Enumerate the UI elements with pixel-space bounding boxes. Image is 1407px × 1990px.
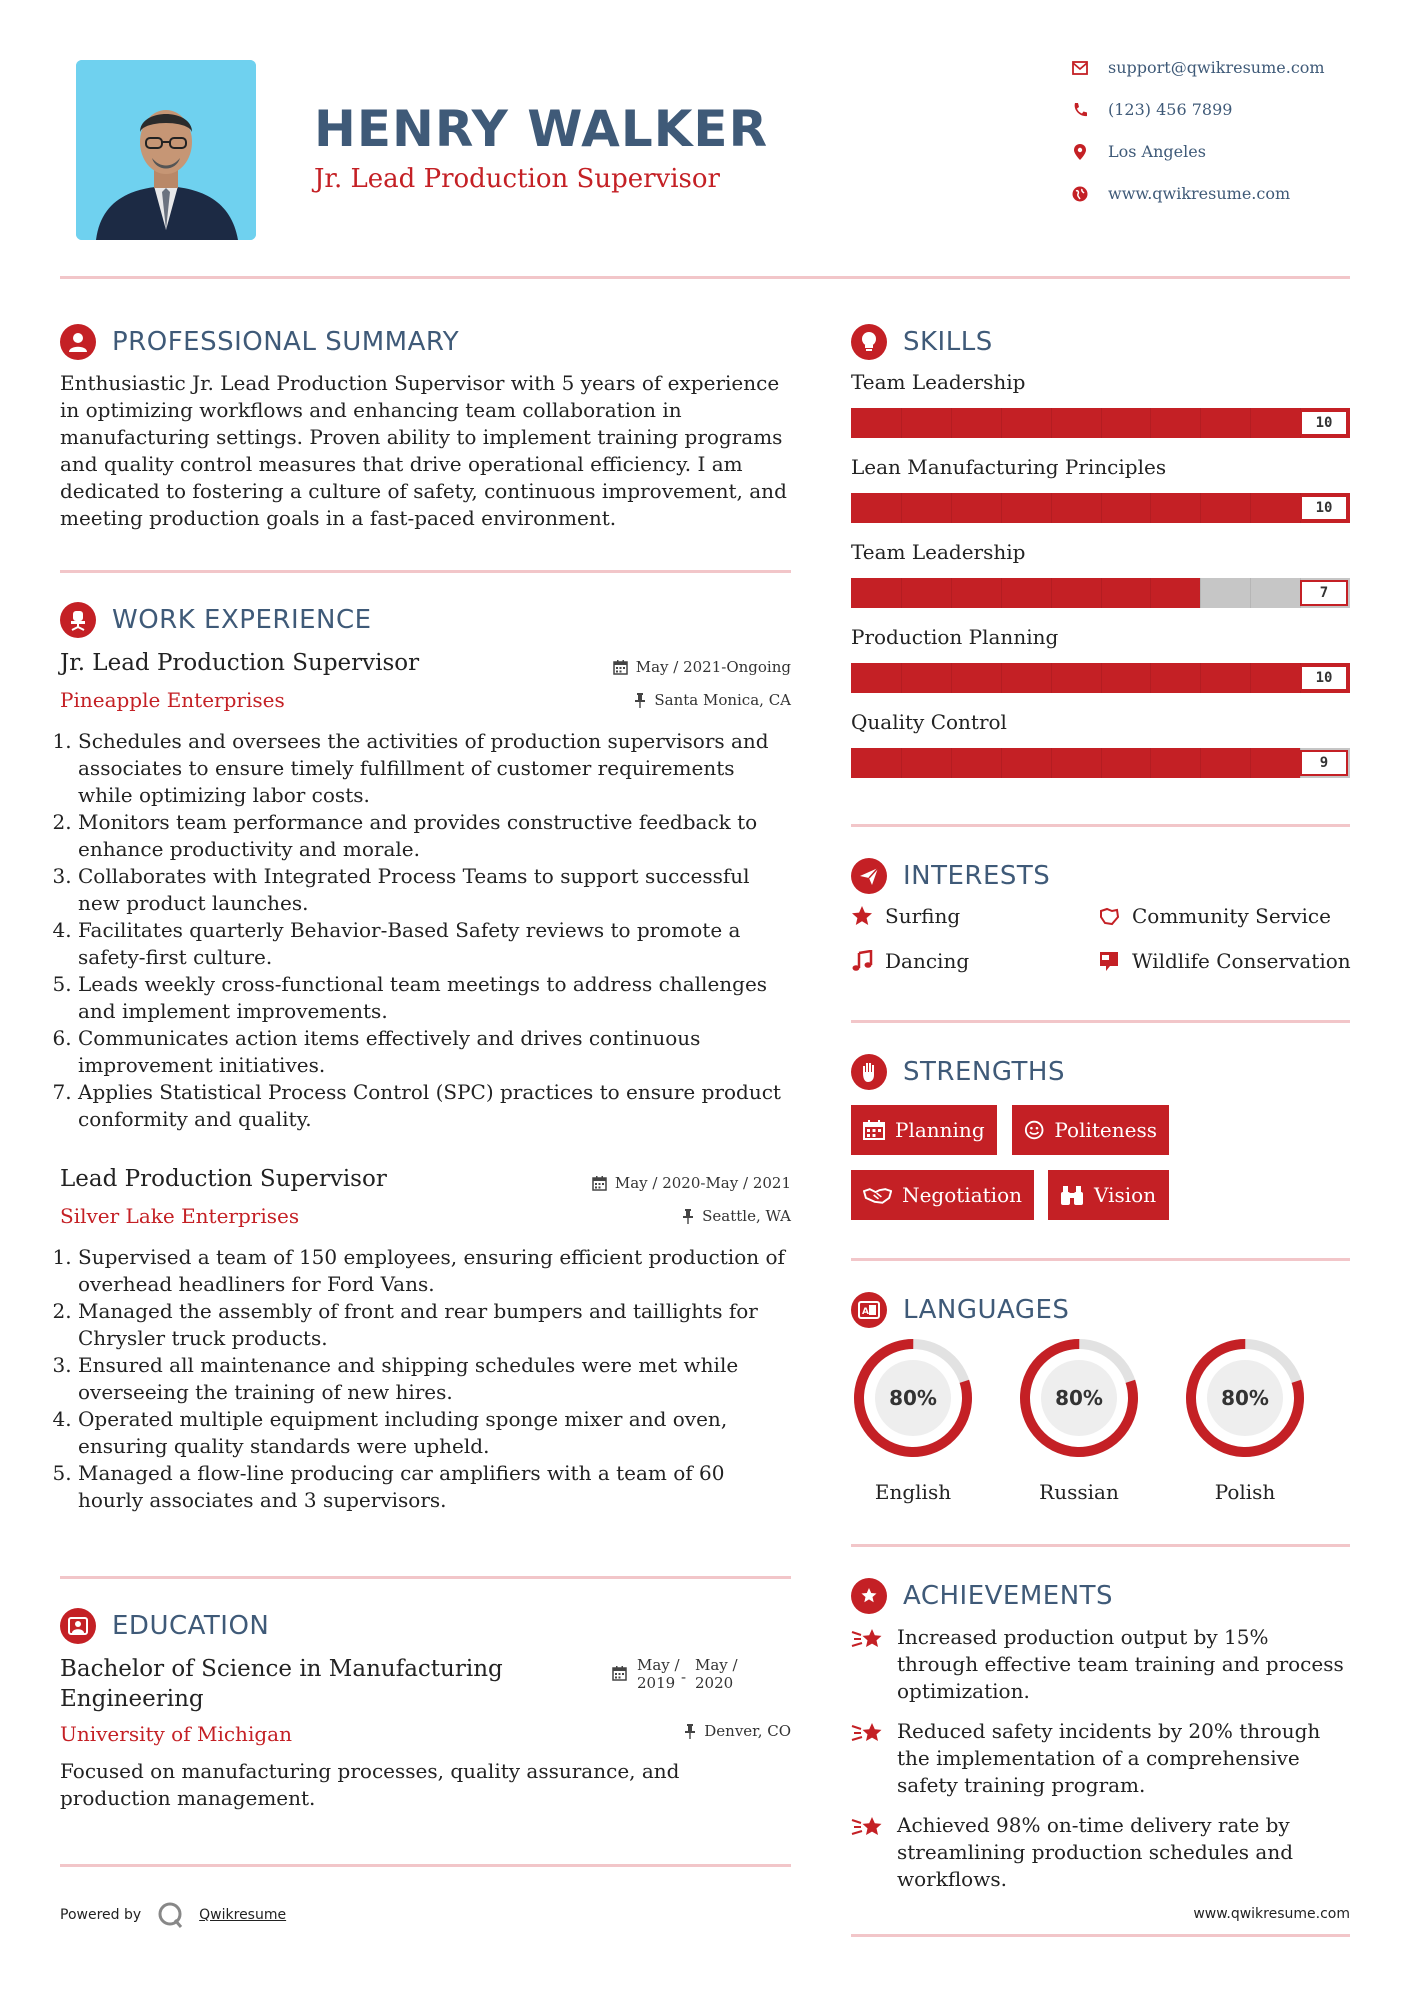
candidate-name: HENRY WALKER [314, 100, 769, 158]
achievement-text: Achieved 98% on-time delivery rate by streamlining production schedules and workflows. [897, 1813, 1294, 1891]
language-item [1183, 1336, 1307, 1504]
header-divider [60, 276, 1350, 279]
language-ring [851, 1336, 975, 1460]
achievement-text: Reduced safety incidents by 20% through the implementation of a comprehensive safety training program. [897, 1719, 1321, 1797]
achievements-divider [851, 1934, 1350, 1937]
interest-label: Community Service [1132, 904, 1331, 928]
job-bullet: 4. Operated multiple equipment including sponge mixer and oven, ensuring quality standards were upheld. [78, 1406, 790, 1460]
envelope-icon [1072, 60, 1088, 76]
skill-bar [851, 748, 1350, 778]
education-date-separator: - [681, 1668, 687, 1686]
interest-item [1098, 949, 1351, 973]
job-bullet: 1. Schedules and oversees the activities of production supervisors and associates to ensure timely fulfillment of customer requirements while optimizing labor costs. [78, 728, 790, 809]
skill-bar-segment [1101, 493, 1102, 523]
interests-section-header [851, 858, 1050, 894]
experience-heading: WORK EXPERIENCE [112, 605, 372, 635]
job-bullet: 3. Ensured all maintenance and shipping schedules were met while overseeing the training of new hires. [78, 1352, 790, 1406]
achievement-item [851, 1624, 1351, 1705]
summary-text: Enthusiastic Jr. Lead Production Supervisor with 5 years of experience in optimizing workflows and enhancing team collaboration in manufacturing settings. Proven ability to implement training programs and quality control measures that drive operational efficiency. I am dedicated to fostering a culture of safety, continuous improvement, and meeting production goals in a fast-paced environment. [60, 371, 787, 530]
calendar-icon [613, 660, 628, 675]
lightbulb-icon [851, 324, 887, 360]
language-name: Polish [1214, 1480, 1276, 1504]
job-dates [540, 1174, 791, 1192]
job-bullet: 2. Monitors team performance and provides constructive feedback to enhance productivity and morale. [78, 809, 790, 863]
pushpin-icon [684, 1724, 696, 1739]
job-company: Silver Lake Enterprises [60, 1204, 300, 1228]
skill-bar-segment [1001, 663, 1002, 693]
contact-website-text[interactable]: www.qwikresume.com [1108, 184, 1291, 203]
job-bullet: 4. Facilitates quarterly Behavior-Based Safety reviews to promote a safety-first culture. [78, 917, 790, 971]
powered-by [60, 1900, 286, 1930]
pushpin-icon [634, 693, 646, 708]
education-location-text: Denver, CO [704, 1722, 791, 1740]
skill-bar-segment [1200, 748, 1201, 778]
skill-bar-segment [1250, 408, 1251, 438]
skill-bar-segment [1001, 493, 1002, 523]
education-end [695, 1656, 739, 1692]
job-location [560, 1207, 791, 1225]
job-bullets [60, 728, 790, 1133]
summary-divider [60, 570, 791, 573]
skill-name: Production Planning [851, 625, 1059, 649]
education-start-month: May / [637, 1656, 680, 1674]
user-icon [60, 324, 96, 360]
candidate-title: Jr. Lead Production Supervisor [314, 164, 720, 194]
job-bullet: 6. Communicates action items effectively and drives continuous improvement initiatives. [78, 1025, 790, 1079]
job-dates-text: May / 2021-Ongoing [635, 658, 791, 676]
strength-chip [1048, 1170, 1169, 1220]
skill-bar-segment [1001, 748, 1002, 778]
achievement-text: Increased production output by 15% through effective team training and process optimization. [897, 1625, 1344, 1703]
interests-divider [851, 1020, 1350, 1023]
skill-bar-segment [1101, 663, 1102, 693]
education-end-month: May / [695, 1656, 738, 1674]
skill-bar-segment [1051, 408, 1052, 438]
experience-section-header [60, 602, 372, 638]
language-name: Russian [1039, 1480, 1119, 1504]
language-ring [1017, 1336, 1141, 1460]
education-start-year: 2019 [637, 1674, 676, 1692]
skill-level: 7 [1300, 580, 1348, 606]
skill-bar-segment [1150, 578, 1151, 608]
summary-section-header [60, 324, 459, 360]
interest-label: Wildlife Conservation [1132, 949, 1351, 973]
contact-phone-text[interactable]: (123) 456 7899 [1108, 100, 1233, 119]
music-note-icon [851, 950, 873, 972]
strengths-heading: STRENGTHS [903, 1057, 1065, 1087]
skill-bar-segment [1001, 408, 1002, 438]
skill-bar-segment [951, 578, 952, 608]
job-company: Pineapple Enterprises [60, 688, 285, 712]
summary-heading: PROFESSIONAL SUMMARY [112, 327, 460, 357]
education-heading: EDUCATION [112, 1611, 270, 1641]
job-bullets [60, 1244, 790, 1514]
language-item [851, 1336, 975, 1504]
language-name: English [874, 1480, 952, 1504]
job-bullet: 5. Leads weekly cross-functional team meetings to address challenges and implement improvements. [78, 971, 790, 1025]
languages-heading: LANGUAGES [903, 1295, 1070, 1325]
paper-plane-icon [851, 858, 887, 894]
contact-website[interactable] [1072, 184, 1290, 203]
contact-location-text: Los Angeles [1108, 142, 1206, 161]
interest-item [851, 904, 960, 928]
interests-heading: INTERESTS [903, 861, 1051, 891]
education-divider [60, 1864, 791, 1867]
skill-level: 10 [1300, 410, 1348, 436]
qwikresume-logo-icon [155, 1900, 185, 1930]
job-bullet: 1. Supervised a team of 150 employees, ensuring efficient production of overhead headliners for Ford Vans. [78, 1244, 790, 1298]
contact-email[interactable] [1072, 58, 1325, 77]
skill-bar-segment [901, 663, 902, 693]
trophy-star-icon [851, 1578, 887, 1614]
star-icon [851, 905, 873, 927]
strength-chip [851, 1105, 997, 1155]
skill-level: 9 [1300, 750, 1348, 776]
language-ring [1183, 1336, 1307, 1460]
raised-hand-icon [851, 1054, 887, 1090]
job-bullet: 7. Applies Statistical Process Control (SPC) practices to ensure product conformity and quality. [78, 1079, 790, 1133]
achievement-item [851, 1718, 1351, 1799]
skill-bar-segment [901, 493, 902, 523]
interest-item [851, 949, 969, 973]
svg-text:A: A [862, 1307, 869, 1317]
skill-bar-segment [1101, 748, 1102, 778]
contact-phone[interactable] [1072, 100, 1232, 119]
skill-bar-fill [851, 748, 1300, 778]
education-dates [612, 1656, 739, 1692]
skill-name: Team Leadership [851, 540, 1026, 564]
skill-name: Team Leadership [851, 370, 1026, 394]
skills-section-header [851, 324, 993, 360]
job-location [560, 691, 791, 709]
skill-bar-segment [901, 578, 902, 608]
map-pin-icon [1072, 144, 1088, 160]
translate-icon [851, 1292, 887, 1328]
skill-bar-segment [1200, 493, 1201, 523]
skill-name: Lean Manufacturing Principles [851, 455, 1167, 479]
skill-bar-fill [851, 578, 1200, 608]
skill-bar [851, 578, 1350, 608]
skill-bar-segment [1001, 578, 1002, 608]
skill-bar [851, 408, 1350, 438]
shooting-star-icon [851, 1720, 885, 1746]
phone-icon [1072, 102, 1088, 118]
pushpin-icon [682, 1209, 694, 1224]
language-item [1017, 1336, 1141, 1504]
education-degree: Bachelor of Science in Manufacturing Engineering [60, 1656, 503, 1712]
graduate-icon [60, 1608, 96, 1644]
interest-label: Dancing [885, 949, 970, 973]
language-percent: 80% [889, 1386, 937, 1410]
job-bullet: 3. Collaborates with Integrated Process Teams to support successful new product launches. [78, 863, 790, 917]
education-section-header [60, 1608, 269, 1644]
skill-bar-segment [1150, 748, 1151, 778]
interest-item [1098, 904, 1331, 928]
interest-label: Surfing [885, 904, 961, 928]
skill-level: 10 [1300, 665, 1348, 691]
skill-bar-segment [1150, 408, 1151, 438]
shooting-star-icon [851, 1814, 885, 1840]
skill-bar-segment [1150, 493, 1151, 523]
skills-heading: SKILLS [903, 327, 993, 357]
contact-location [1072, 142, 1206, 161]
contact-email-text[interactable]: support@qwikresume.com [1108, 58, 1325, 77]
binoculars-icon [1060, 1184, 1084, 1206]
strength-label: Planning [895, 1118, 985, 1142]
qwikresume-link[interactable]: Qwikresume [199, 1907, 287, 1923]
footer-url[interactable]: www.qwikresume.com [1193, 1906, 1350, 1922]
job-dates [560, 658, 791, 676]
job-location-text: Santa Monica, CA [654, 691, 791, 709]
skill-bar-segment [1150, 663, 1151, 693]
skill-bar-segment [951, 748, 952, 778]
skill-bar-segment [1200, 578, 1201, 608]
education-end-year: 2020 [695, 1674, 734, 1692]
skill-bar-segment [951, 663, 952, 693]
languages-section-header [851, 1292, 1069, 1328]
skill-bar-segment [1200, 408, 1201, 438]
skill-bar [851, 663, 1350, 693]
skill-bar-segment [1200, 663, 1201, 693]
skill-name: Quality Control [851, 710, 1007, 734]
skill-bar-segment [1051, 578, 1052, 608]
strengths-section-header [851, 1054, 1065, 1090]
strength-chip [851, 1170, 1034, 1220]
powered-by-text: Powered by [60, 1907, 142, 1923]
skill-bar-segment [1250, 663, 1251, 693]
skill-bar [851, 493, 1350, 523]
achievements-section-header [851, 1578, 1113, 1614]
office-chair-icon [60, 602, 96, 638]
smiley-icon [1024, 1119, 1044, 1141]
handshake-icon [863, 1185, 892, 1205]
strength-label: Negotiation [902, 1183, 1022, 1207]
skill-bar-segment [1250, 748, 1251, 778]
calendar-icon [612, 1666, 627, 1681]
job-title: Lead Production Supervisor [60, 1166, 387, 1192]
job-dates-text: May / 2020-May / 2021 [614, 1174, 791, 1192]
strength-label: Vision [1094, 1183, 1157, 1207]
job-location-text: Seattle, WA [702, 1207, 791, 1225]
job-title: Jr. Lead Production Supervisor [60, 650, 420, 676]
education-location [560, 1722, 791, 1740]
skill-bar-segment [901, 748, 902, 778]
flag-icon [1098, 950, 1120, 972]
skill-bar-segment [951, 408, 952, 438]
skill-bar-segment [901, 408, 902, 438]
job-bullet: 2. Managed the assembly of front and rear bumpers and taillights for Chrysler truck products. [78, 1298, 790, 1352]
skill-bar-segment [951, 493, 952, 523]
skill-bar-segment [1051, 748, 1052, 778]
achievements-heading: ACHIEVEMENTS [903, 1581, 1114, 1611]
language-percent: 80% [1221, 1386, 1269, 1410]
experience-divider [60, 1576, 791, 1579]
skill-level: 10 [1300, 495, 1348, 521]
skill-bar-segment [1101, 408, 1102, 438]
skill-bar-segment [1051, 663, 1052, 693]
achievement-item [851, 1812, 1351, 1893]
education-school: University of Michigan [60, 1722, 292, 1746]
strengths-divider [851, 1258, 1350, 1261]
skills-divider [851, 824, 1350, 827]
education-start [637, 1656, 681, 1692]
globe-icon [1072, 186, 1088, 202]
shooting-star-icon [851, 1626, 885, 1652]
skill-bar-segment [1051, 493, 1052, 523]
language-percent: 80% [1055, 1386, 1103, 1410]
languages-divider [851, 1544, 1350, 1547]
education-description: Focused on manufacturing processes, quality assurance, and production management. [60, 1759, 680, 1810]
skill-bar-segment [1250, 493, 1251, 523]
calendar-icon [592, 1176, 607, 1191]
handshake-icon [1098, 905, 1120, 927]
strength-chip [1012, 1105, 1169, 1155]
job-bullet: 5. Managed a flow-line producing car amplifiers with a team of 60 hourly associates and 3 supervisors. [78, 1460, 790, 1514]
skill-bar-segment [1101, 578, 1102, 608]
skill-bar-segment [1250, 578, 1251, 608]
person-portrait-icon [76, 60, 256, 240]
profile-photo [76, 60, 256, 240]
strength-label: Politeness [1054, 1118, 1157, 1142]
calendar-icon [863, 1120, 885, 1140]
